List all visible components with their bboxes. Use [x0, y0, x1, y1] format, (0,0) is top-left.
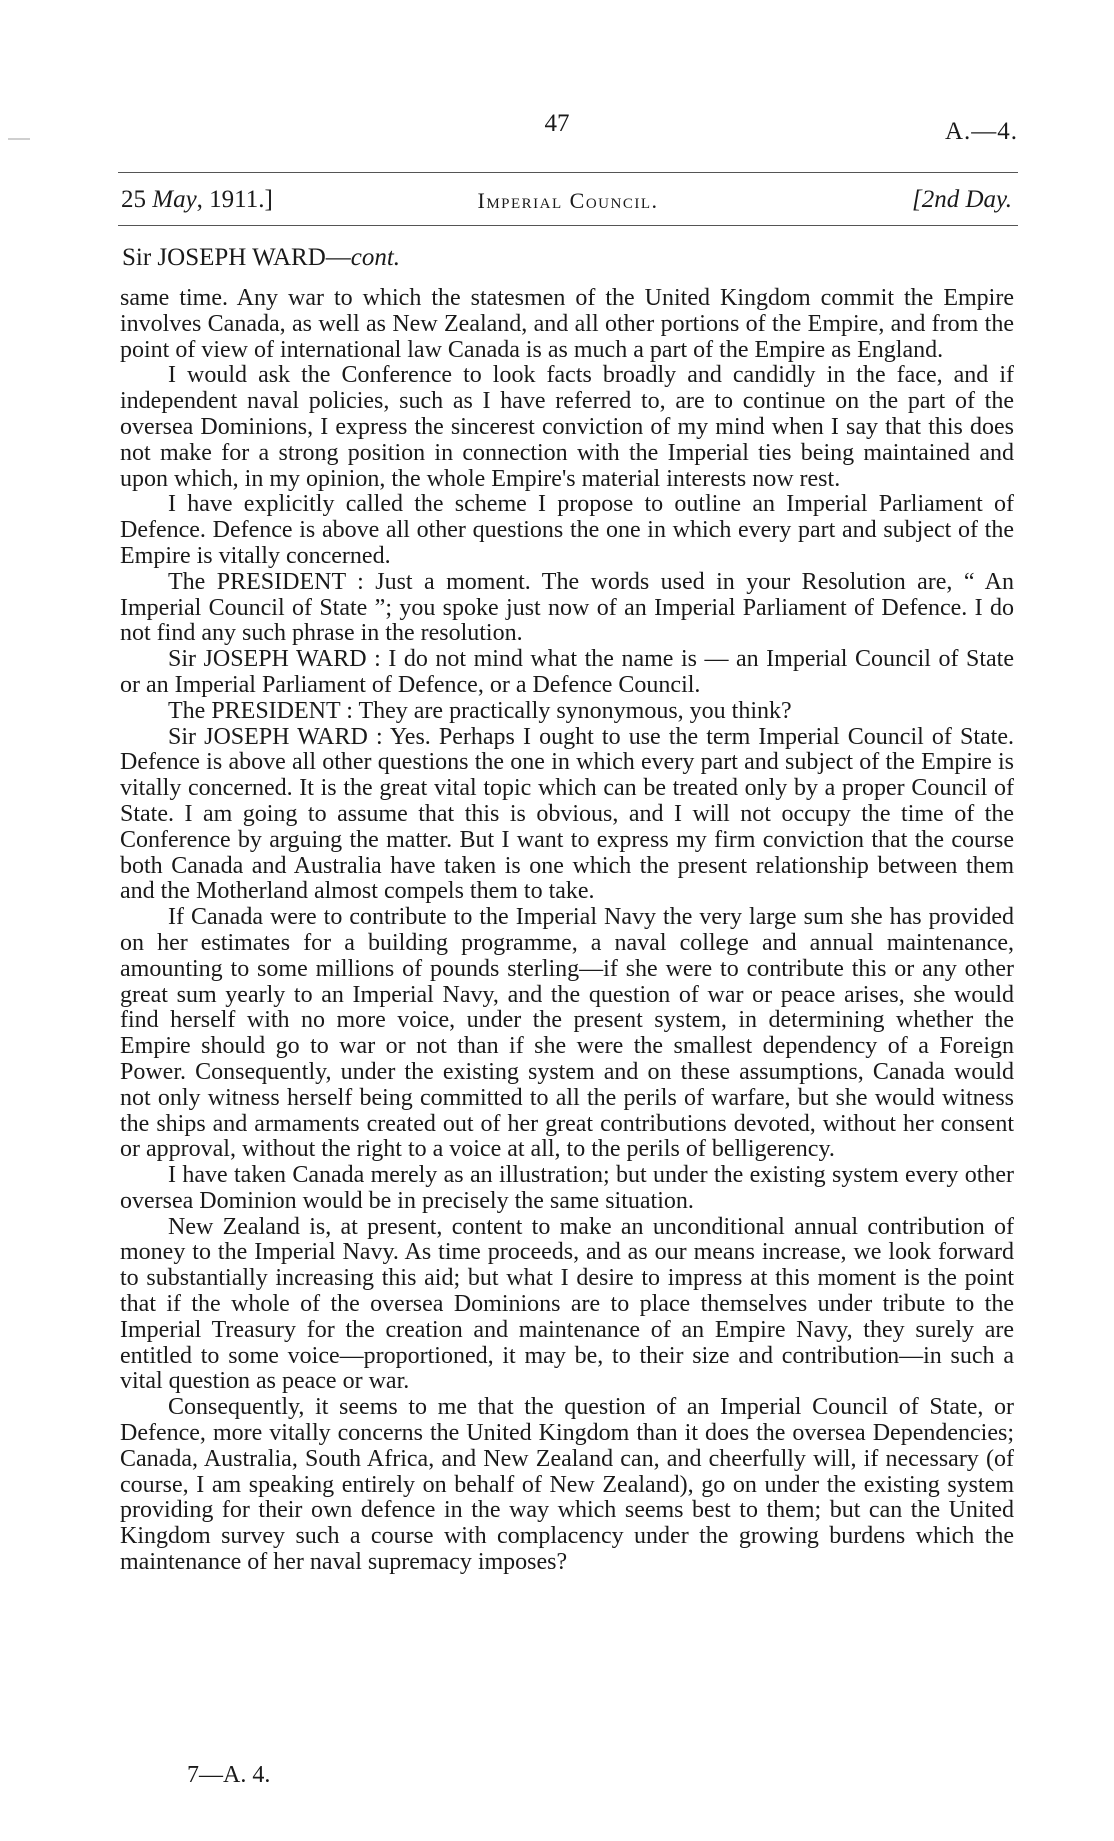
running-head-day: [2nd Day. — [912, 186, 1012, 213]
margin-mark — [8, 138, 30, 140]
body-text — [120, 286, 1014, 1576]
speaker-name: Sir JOSEPH WARD— — [122, 244, 351, 271]
paragraph: Sir JOSEPH WARD : Yes. Perhaps I ought to use the term Imperial Council of State. Defence is above all other questions the one in which every part and subject of the Empire is vitally concerned. It is the great vital topic which can be treated only by a proper Council of State. I am going to assume that this is obvious, and I will not occupy the time of the Conference by arguing the matter. But I want to express my firm conviction that the course both Canada and Australia have taken is one which the present relationship between them and the Motherland almost compels them to take. — [120, 723, 1014, 905]
paragraph: same time. Any war to which the statesmen of the United Kingdom commit the Empire involves Canada, as well as New Zealand, and all other portions of the Empire, and from the point of view of international law Canada is as much a part of the Empire as England. — [120, 285, 1014, 363]
running-head-title: Imperial Council. — [477, 188, 659, 213]
page-number: 47 — [544, 110, 570, 137]
speaker-heading — [122, 244, 400, 272]
date-day: 25 — [121, 186, 153, 213]
paragraph: I have taken Canada merely as an illustration; but under the existing system every other oversea Dominion would be in precisely the same situation. — [120, 1162, 1014, 1214]
paragraph: Sir JOSEPH WARD : I do not mind what the name is — an Imperial Council of State or an Imperial Parliament of Defence, or a Defence Council. — [120, 646, 1014, 698]
paragraph: If Canada were to contribute to the Imperial Navy the very large sum she has provided on her estimates for a building programme, a naval college and annual maintenance, amounting to some millions of pounds sterling—if she were to contribute this or any other great sum yearly to an Imperial Navy, and the question of war or peace arises, she would find herself with no more voice, under the present system, in determining whether the Empire should go to war or not than if she were the smallest dependency of a Foreign Power. Consequently, under the existing system and on these assumptions, Canada would not only witness herself being committed to all the perils of warfare, but she would witness the ships and armaments created out of her great contributions devoted, without her consent or approval, without the right to a voice at all, to the perils of belligerency. — [120, 904, 1014, 1163]
date-month: May — [152, 186, 197, 213]
paragraph: The PRESIDENT : Just a moment. The words used in your Resolution are, “ An Imperial Council of State ”; you spoke just now of an Imperial Parliament of Defence. I do not find any such phrase in the resolution. — [120, 568, 1014, 647]
signature-mark: 7—A. 4. — [187, 1762, 271, 1788]
running-head — [118, 172, 1018, 226]
paragraph: I would ask the Conference to look facts broadly and candidly in the face, and if independent naval policies, such as I have referred to, are to continue on the part of the oversea Dominions, I express the sincerest conviction of my mind when I say that this does not make for a strong position in connection with the Imperial ties being maintained and upon which, in my opinion, the whole Empire's material interests now rest. — [120, 362, 1014, 492]
speaker-continued: cont. — [350, 244, 401, 271]
paper-reference: A.—4. — [944, 118, 1018, 145]
paragraph: New Zealand is, at present, content to make an unconditional annual contribution of money to the Imperial Navy. As time proceeds, and as our means increase, we look forward to substantially increasing this aid; but what I desire to impress at this moment is the point that if the whole of the oversea Dominions are to place themselves under tribute to the Imperial Treasury for the creation and maintenance of an Empire Navy, they surely are entitled to some voice—proportioned, it may be, to their size and contribution—in such a vital question as peace or war. — [120, 1213, 1014, 1395]
paragraph: The PRESIDENT : They are practically synonymous, you think? — [168, 697, 792, 724]
paragraph: Consequently, it seems to me that the question of an Imperial Council of State, or Defence, more vitally concerns the United Kingdom than it does the oversea Dependencies; Canada, Australia, South Africa, and New Zealand can, and cheerfully will, if necessary (of course, I am speaking entirely on behalf of New Zealand), go on under the existing system providing for their own defence in the way which seems best to them; but can the United Kingdom survey such a course with complacency under the growing burdens which the maintenance of her naval supremacy imposes? — [120, 1394, 1014, 1576]
paragraph: I have explicitly called the scheme I propose to outline an Imperial Parliament of Defence. Defence is above all other questions the one in which every part and subject of the Empire is vitally concerned. — [120, 491, 1014, 569]
date-year: , 1911.] — [196, 186, 273, 213]
